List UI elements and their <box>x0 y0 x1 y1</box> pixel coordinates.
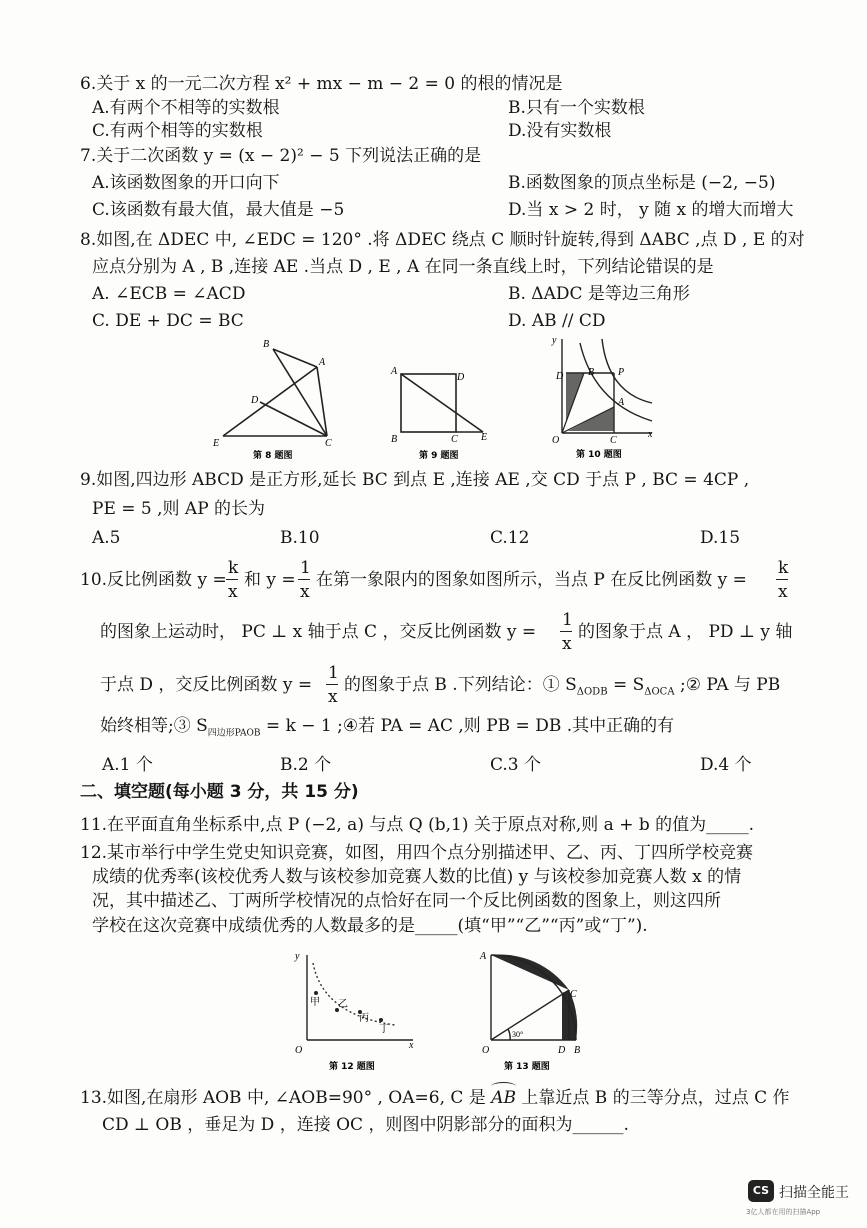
q10-line4-a: 始终相等;③ S <box>100 716 208 736</box>
q13-line1-a: 13.如图,在扇形 AOB 中, ∠AOB=90° , OA=6, C 是 <box>80 1088 486 1108</box>
figure-8 <box>205 333 345 463</box>
q6-option-d: D.没有实数根 <box>508 121 612 141</box>
q13-arc-mark <box>491 1082 516 1091</box>
q10-sub-oca: ΔOCA <box>644 686 675 698</box>
q10-line2-a: 的图象上运动时， PC ⊥ x 轴于点 C ，交反比例函数 y = <box>100 622 537 642</box>
q10-option-d: D.4 个 <box>700 755 752 775</box>
q10-line3-b-text: 的图象于点 B .下列结论：① S <box>344 675 577 695</box>
q10-frac1-num: k <box>228 558 239 578</box>
fig12-label-y: y <box>295 951 300 962</box>
fig8-label-d: D <box>251 395 259 406</box>
q10-frac5-num: 1 <box>328 663 339 683</box>
q10-option-c: C.3 个 <box>490 755 542 775</box>
fig10-label-y: y <box>552 335 557 346</box>
figure-9 <box>385 362 495 462</box>
q8-option-a: A. ∠ECB = ∠ACD <box>92 284 246 304</box>
fig10-label-x: x <box>648 429 653 440</box>
q10-frac4-bar <box>560 631 572 632</box>
q9-option-c: C.12 <box>490 528 530 548</box>
fig10-label-c: C <box>610 435 617 446</box>
figure-12 <box>283 945 423 1075</box>
fig12-label-yi: 乙 <box>338 999 348 1010</box>
fig9-label-a: A <box>391 366 398 377</box>
q6-option-b: B.只有一个实数根 <box>508 98 645 118</box>
q9-stem-line1: 9.如图,四边形 ABCD 是正方形,延长 BC 到点 E ,连接 AE ,交 CD 于点 P , BC = 4CP , <box>80 470 750 490</box>
fig12-label-jia: 甲 <box>310 997 320 1008</box>
fig9-label-d: D <box>457 372 465 383</box>
figure-10 <box>548 333 660 463</box>
camscanner-tagline: 3亿人都在用的扫描App <box>746 1208 821 1216</box>
fig13-label-b: B <box>574 1045 581 1056</box>
q13-line1 <box>80 1088 790 1108</box>
q10-frac3-bar <box>776 579 788 580</box>
q9-option-b: B.10 <box>280 528 320 548</box>
q6-option-a: A.有两个不相等的实数根 <box>92 98 280 118</box>
fig12-label-o: O <box>295 1045 303 1056</box>
camscanner-logo-icon: CS <box>748 1180 774 1202</box>
q7-option-a: A.该函数图象的开口向下 <box>92 173 280 193</box>
q6-option-c: C.有两个相等的实数根 <box>92 121 263 141</box>
q10-line1-a: 10.反比例函数 y = <box>80 570 227 590</box>
fig10-label-d: D <box>556 371 564 382</box>
fig12-label-ding: 丁 <box>379 1024 389 1035</box>
q8-stem-line2: 应点分别为 A , B ,连接 AE .当点 D , E , A 在同一条直线上时，下列结论错误的是 <box>92 257 714 277</box>
q10-line3-d: ;② PA 与 PB <box>674 675 781 695</box>
fig9-label-c: C <box>451 434 458 445</box>
q7-option-d: D.当 x > 2 时， y 随 x 的增大而增大 <box>508 200 794 220</box>
q8-stem-line1: 8.如图,在 ΔDEC 中, ∠EDC = 120° .将 ΔDEC 绕点 C 顺时针旋转,得到 ΔABC ,点 D , E 的对 <box>80 230 805 250</box>
q10-frac2-den: x <box>300 582 310 602</box>
q11-stem: 11.在平面直角坐标系中,点 P (−2, a) 与点 Q (b,1) 关于原点对称,则 a + b 的值为_____. <box>80 815 755 835</box>
q10-line3-c: = S <box>607 675 645 695</box>
q10-option-a: A.1 个 <box>102 755 153 775</box>
fig8-label-c: C <box>325 438 332 449</box>
q12-line1: 12.某市举行中学生党史知识竞赛，如图，用四个点分别描述甲、乙、丙、丁四所学校竞赛 <box>80 843 754 863</box>
fig13-shade-top <box>491 955 569 990</box>
q10-frac2-bar <box>298 579 310 580</box>
q12-line3: 况，其中描述乙、丁两所学校情况的点恰好在同一个反比例函数的图象上，则这四所 <box>92 891 721 911</box>
fig8-label-b: B <box>263 339 270 350</box>
q10-line4 <box>100 716 674 743</box>
fig13-angle-label: 30° <box>512 1030 524 1039</box>
fig10-label-a: A <box>618 397 625 408</box>
q10-line1-c: 在第一象限内的图象如图所示，当点 P 在反比例函数 y = <box>316 570 747 590</box>
q7-option-b: B.函数图象的顶点坐标是 (−2, −5) <box>508 173 776 193</box>
fig13-label-d: D <box>558 1045 566 1056</box>
q10-frac2-num: 1 <box>300 558 311 578</box>
fig12-label-x: x <box>409 1040 414 1051</box>
section-fill-in-title: 二、填空题(每小题 3 分，共 15 分) <box>80 782 359 802</box>
q10-sub-pAOB: 四边形PAOB <box>207 728 261 739</box>
fig8-label-a: A <box>319 357 326 368</box>
camscanner-name: 扫描全能王 <box>779 1185 849 1201</box>
fig13-label-c: C <box>570 989 577 1000</box>
figure-13 <box>474 945 594 1075</box>
q7-option-c: C.该函数有最大值，最大值是 −5 <box>92 200 345 220</box>
q10-sub-odb: ΔODB <box>576 686 608 698</box>
camscanner-watermark <box>748 1180 860 1220</box>
q10-frac4-num: 1 <box>562 610 573 630</box>
q8-option-d: D. AB // CD <box>508 311 606 331</box>
q7-stem: 7.关于二次函数 y = (x − 2)² − 5 下列说法正确的是 <box>80 146 482 166</box>
q13-line2: CD ⊥ OB ，垂足为 D ，连接 OC ，则图中阴影部分的面积为______. <box>102 1115 629 1135</box>
fig9-label-e: E <box>481 432 488 443</box>
q10-line4-b: = k − 1 ;④若 PA = AC ,则 PB = DB .其中正确的有 <box>260 716 675 736</box>
q10-frac3-num: k <box>778 558 789 578</box>
q10-frac5-bar <box>326 684 338 685</box>
q12-line2: 成绩的优秀率(该校优秀人数与该校参加竞赛人数的比值) y 与该校参加竞赛人数 x 的情 <box>92 867 742 887</box>
fig10-label-o: O <box>552 435 560 446</box>
q10-line3-b <box>344 675 780 702</box>
q6-stem: 6.关于 x 的一元二次方程 x² + mx − m − 2 = 0 的根的情况是 <box>80 74 563 94</box>
q10-option-b: B.2 个 <box>280 755 332 775</box>
q8-option-c: C. DE + DC = BC <box>92 311 244 331</box>
fig12-caption: 第 12 题图 <box>329 1062 375 1072</box>
fig13-label-a: A <box>480 951 487 962</box>
q10-line2-b: 的图象于点 A ， PD ⊥ y 轴 <box>578 622 793 642</box>
fig13-caption: 第 13 题图 <box>504 1062 550 1072</box>
q9-option-d: D.15 <box>700 528 741 548</box>
q13-line1-b: 上靠近点 B 的三等分点，过点 C 作 <box>521 1088 790 1108</box>
q9-option-a: A.5 <box>92 528 121 548</box>
q10-line1-b: 和 y = <box>244 570 296 590</box>
fig10-label-p: P <box>618 367 625 378</box>
fig9-caption: 第 9 题图 <box>419 451 459 461</box>
fig13-label-o: O <box>482 1045 490 1056</box>
fig9-label-b: B <box>391 434 398 445</box>
q9-stem-line2: PE = 5 ,则 AP 的长为 <box>92 499 266 519</box>
q10-frac3-den: x <box>778 582 788 602</box>
q10-frac1-bar <box>226 579 238 580</box>
q10-frac5-den: x <box>328 687 338 707</box>
q12-line4: 学校在这次竞赛中成绩优秀的人数最多的是_____(填“甲”“乙”“丙”或“丁”). <box>92 916 648 936</box>
fig10-caption: 第 10 题图 <box>576 450 622 460</box>
q10-frac1-den: x <box>228 582 238 602</box>
q10-frac4-den: x <box>562 634 572 654</box>
fig12-label-bing: 丙 <box>359 1013 369 1024</box>
fig8-label-e: E <box>213 438 220 449</box>
fig8-caption: 第 8 题图 <box>253 451 293 461</box>
q10-line3-a: 于点 D ，交反比例函数 y = <box>100 675 313 695</box>
q8-option-b: B. ΔADC 是等边三角形 <box>508 284 690 304</box>
q13-arc <box>491 1088 516 1108</box>
fig10-label-b: B <box>588 367 595 378</box>
q13-arc-label: AB <box>491 1088 516 1108</box>
